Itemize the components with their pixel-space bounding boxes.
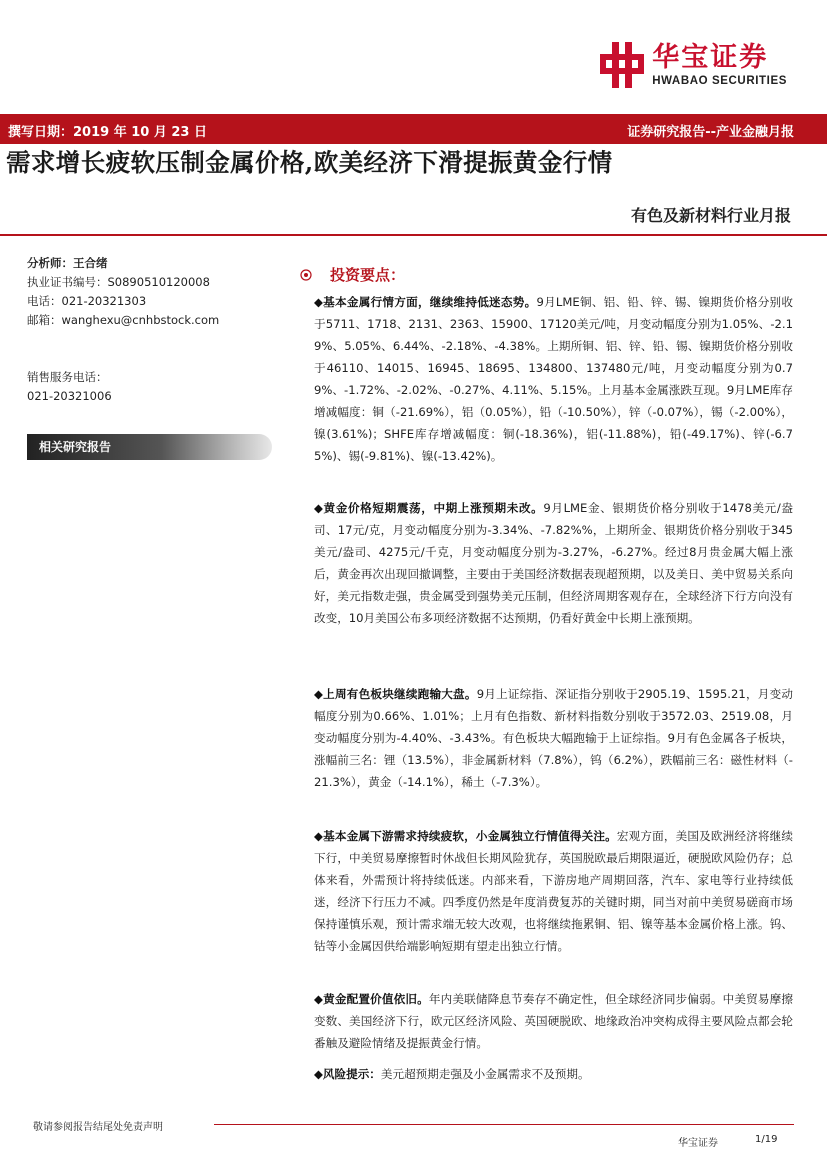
company-logo: [598, 40, 787, 90]
analyst-phone: 电话：021-20321303: [27, 294, 147, 308]
key-point-paragraph: [314, 291, 793, 467]
title-divider: [0, 234, 827, 236]
header-bar: [0, 114, 827, 144]
analyst-name: 分析师：王合绪: [27, 256, 108, 270]
key-point-lead: ◆黄金配置价值依旧。: [314, 992, 429, 1006]
key-point-lead: ◆基本金属行情方面，继续维持低迷态势。: [314, 295, 537, 309]
sales-phone: 021-20321006: [27, 389, 112, 403]
page-title: 需求增长疲软压制金属价格,欧美经济下滑提振黄金行情: [6, 148, 613, 177]
logo-name-en: HWABAO SECURITIES: [652, 75, 787, 87]
key-point-body: 宏观方面，美国及欧洲经济将继续下行，中美贸易摩擦暂时休战但长期风险犹存，英国脱欧最后期限逼近，硬脱欧风险仍存；总体来看，外需预计将持续低迷。内部来看，下游房地产周期回落，汽车、家电等行业持续低迷，经济下行压力不减。四季度仍然是年度消费复苏的关键时期，同当对前中美贸易磋商市场保持谨慎乐观，预计需求端无较大改观，也将继续拖累铜、铝、镍等基本金属价格上涨。钨、钴等小金属因供给端影响短期有望走出独立行情。: [314, 829, 793, 953]
key-point-body: 美元超预期走强及小金属需求不及预期。: [380, 1067, 590, 1081]
report-date: 撰写日期：2019 年 10 月 23 日: [8, 125, 207, 140]
key-point-body: 9月LME铜、铝、铅、锌、锡、镍期货价格分别收于5711、1718、2131、2363、15900、17120美元/吨，月变动幅度分别为1.05%、-2.19%、5.05%、6.44%、-2.18%、-4.38%。上期所铜、铝、锌、铅、锡、镍期货价格分别收于46110、14015、16945、18695、134800、137480元/吨，月变动幅度分别为0.79%、-1.72%、-2.02%、-0.27%、4.11%、5.15%。上月基本金属涨跌互现。9月LME库存增减幅度：铜（-21.69%），铝（0.05%），铅（-10.50%），锌（-0.07%），锡（-2.00%），镍(3.61%)；SHFE库存增减幅度：铜(-18.36%)，铝(-11.88%)，铅(-49.17%)、锌(-6.75%)、锡(-9.81%)、镍(-13.42%)。: [314, 295, 793, 463]
page-number: 1/19: [755, 1134, 778, 1145]
key-point-lead: ◆上周有色板块继续跑输大盘。: [314, 687, 477, 701]
key-point-lead: ◆黄金价格短期震荡，中期上涨预期未改。: [314, 501, 544, 515]
analyst-cert: 执业证书编号：S0890510120008: [27, 275, 210, 289]
hwabao-logo-icon: [598, 40, 646, 90]
key-point-paragraph: [314, 497, 793, 629]
key-points-title: 投资要点：: [330, 266, 406, 284]
key-point-lead: ◆风险提示：: [314, 1067, 381, 1081]
key-point-body: 9月LME金、银期货价格分别收于1478美元/盎司、17元/克，月变动幅度分别为-3.34%、-7.82%%，上期所金、银期货价格分别收于345美元/盎司、4275元/千克，月变动幅度分别为-3.27%，-6.27%。经过8月贵金属大幅上涨后，黄金再次出现回撤调整，主要由于美国经济数据表现超预期，以及美日、美中贸易关系向好，美元指数走强，贵金属受到强势美元压制，但经济周期客观存在，全球经济下行方向没有改变，10月美国公布多项经济数据不达预期，仍看好黄金中长期上涨预期。: [314, 501, 794, 625]
key-points-heading: [300, 264, 405, 285]
analyst-email[interactable]: 邮箱：wanghexu@cnhbstock.com: [27, 313, 220, 327]
key-point-paragraph: [314, 988, 793, 1054]
footer-divider: [214, 1124, 794, 1125]
analyst-info: [27, 254, 277, 406]
disclaimer-note: 敬请参阅报告结尾处免责声明: [33, 1122, 163, 1133]
page-subtitle: 有色及新材料行业月报: [630, 206, 791, 225]
key-point-paragraph: [314, 825, 793, 957]
risk-warning: [314, 1063, 793, 1085]
key-point-paragraph: [314, 683, 793, 793]
footer-company: 华宝证券: [678, 1138, 718, 1149]
key-point-body: 9月上证综指、深证指分别收于2905.19、1595.21，月变动幅度分别为0.66%、1.01%；上月有色指数、新材料指数分别收于3572.03、2519.08，月变动幅度分别为-4.40%、-3.43%。有色板块大幅跑输于上证综指。9月有色金属各子板块，涨幅前三名：锂（13.5%），非金属新材料（7.8%），钨（6.2%），跌幅前三名：磁性材料（-21.3%），黄金（-14.1%），稀土（-7.3%）。: [314, 687, 793, 789]
report-type: 证券研究报告--产业金融月报: [627, 125, 794, 140]
related-reports-heading: 相关研究报告: [27, 434, 272, 460]
bullseye-icon: [300, 269, 312, 281]
logo-name-cn: 华宝证券: [652, 42, 769, 73]
key-point-lead: ◆基本金属下游需求持续疲软，小金属独立行情值得关注。: [314, 829, 617, 843]
key-point-body: 年内美联储降息节奏存不确定性，但全球经济同步偏弱。中美贸易摩擦变数、美国经济下行，欧元区经济风险、英国硬脱欧、地缘政治冲突构成得主要风险点都会轮番触及避险情绪及提振黄金行情。: [314, 992, 793, 1050]
sales-label: 销售服务电话：: [27, 370, 108, 384]
